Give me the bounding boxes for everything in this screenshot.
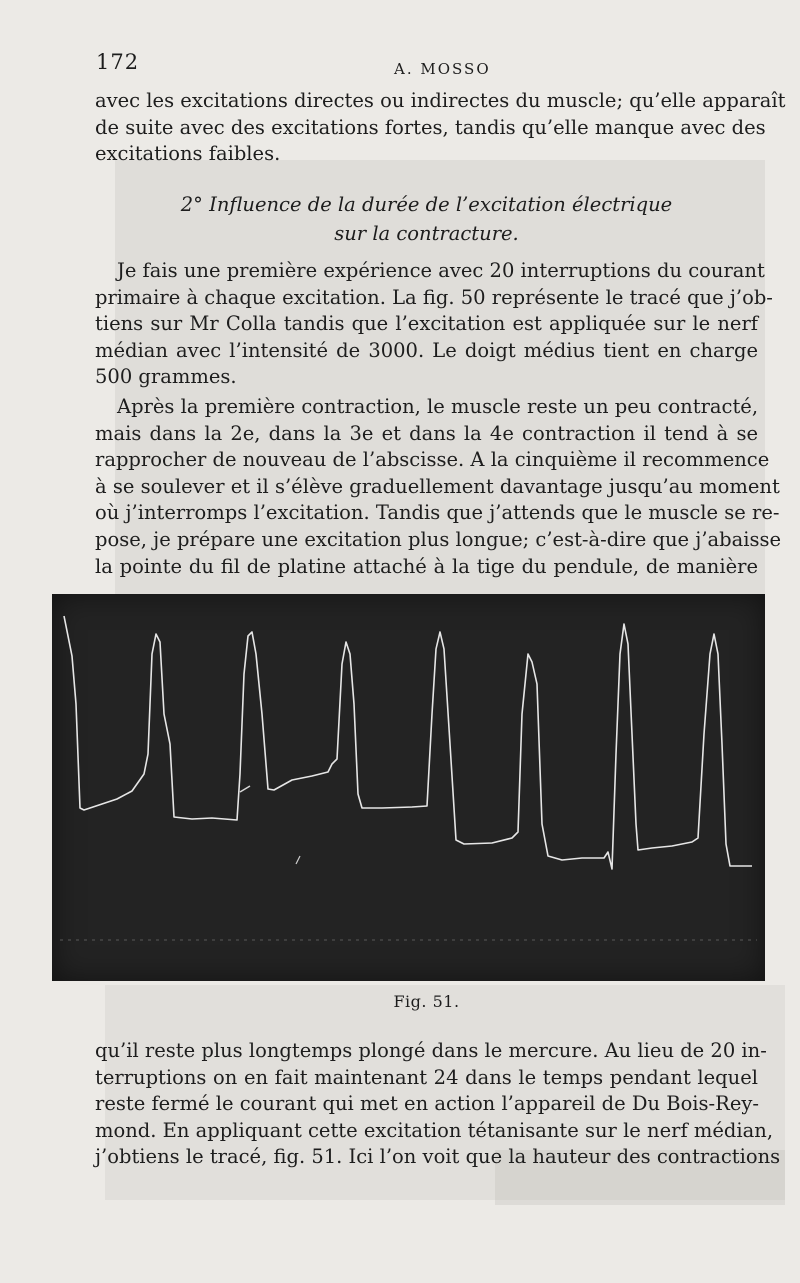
text-line: rapprocher de nouveau de l’abscisse. A la cinquième il recommence (95, 448, 770, 472)
text-line: pose, je prépare une excitation plus longue; c’est-à-dire que j’abaisse (95, 527, 782, 551)
text-line: j’obtiens le tracé, fig. 51. Ici l’on voit que la hauteur des contractions (95, 1145, 781, 1169)
paragraph-2 (95, 258, 773, 391)
text-line: avec les excitations directes ou indirectes du muscle; qu’elle apparaît (95, 89, 786, 112)
text-line: Je fais une première expérience avec 20 interruptions du courant (117, 259, 765, 282)
paragraph-3 (95, 394, 782, 580)
running-author: A. MOSSO (394, 60, 491, 78)
ergograph-trace-svg (52, 594, 765, 981)
text-line: qu’il reste plus longtemps plongé dans le mercure. Au lieu de 20 in- (95, 1039, 767, 1062)
text-line: reste fermé le courant qui met en action l’appareil de Du Bois-Rey- (95, 1092, 759, 1116)
running-head (96, 50, 756, 80)
figure-caption: Fig. 51. (393, 992, 460, 1011)
text-line: à se soulever et il s’élève graduellement davantage jusqu’au moment (95, 474, 780, 498)
contraction-trace (64, 616, 752, 869)
section-heading-line: 2° Influence de la durée de l’excitation électrique (180, 193, 673, 216)
text-line: primaire à chaque excitation. La fig. 50 représente le tracé que j’ob- (95, 285, 773, 309)
stray-mark (296, 856, 300, 864)
text-line: tiens sur Mr Colla tandis que l’excitation est appliquée sur le nerf (95, 312, 758, 336)
text-line: où j’interromps l’excitation. Tandis que j’attends que le muscle se re- (95, 501, 780, 525)
text-line: terruptions on en fait maintenant 24 dans le temps pendant lequel (95, 1065, 758, 1089)
text-line: 500 grammes. (95, 365, 237, 389)
section-heading (95, 190, 758, 248)
paragraph-1 (95, 88, 786, 168)
text-line: Après la première contraction, le muscle reste un peu contracté, (117, 395, 759, 418)
text-line: de suite avec des excitations fortes, tandis qu’elle manque avec des (95, 115, 766, 139)
text-line: mond. En appliquant cette excitation tétanisante sur le nerf médian, (95, 1118, 774, 1142)
text-line: médian avec l’intensité de 3000. Le doigt médius tient en charge (95, 338, 758, 362)
text-line: excitations faibles. (95, 142, 281, 166)
figure-51-muscle-trace (52, 594, 765, 981)
page-number: 172 (96, 50, 140, 74)
section-heading-line: sur la contracture. (334, 222, 519, 245)
text-line: mais dans la 2e, dans la 3e et dans la 4e contraction il tend à se (95, 421, 758, 445)
text-line: la pointe du fil de platine attaché à la tige du pendule, de manière (95, 554, 758, 578)
paragraph-4 (95, 1038, 781, 1171)
stray-mark (240, 786, 250, 792)
